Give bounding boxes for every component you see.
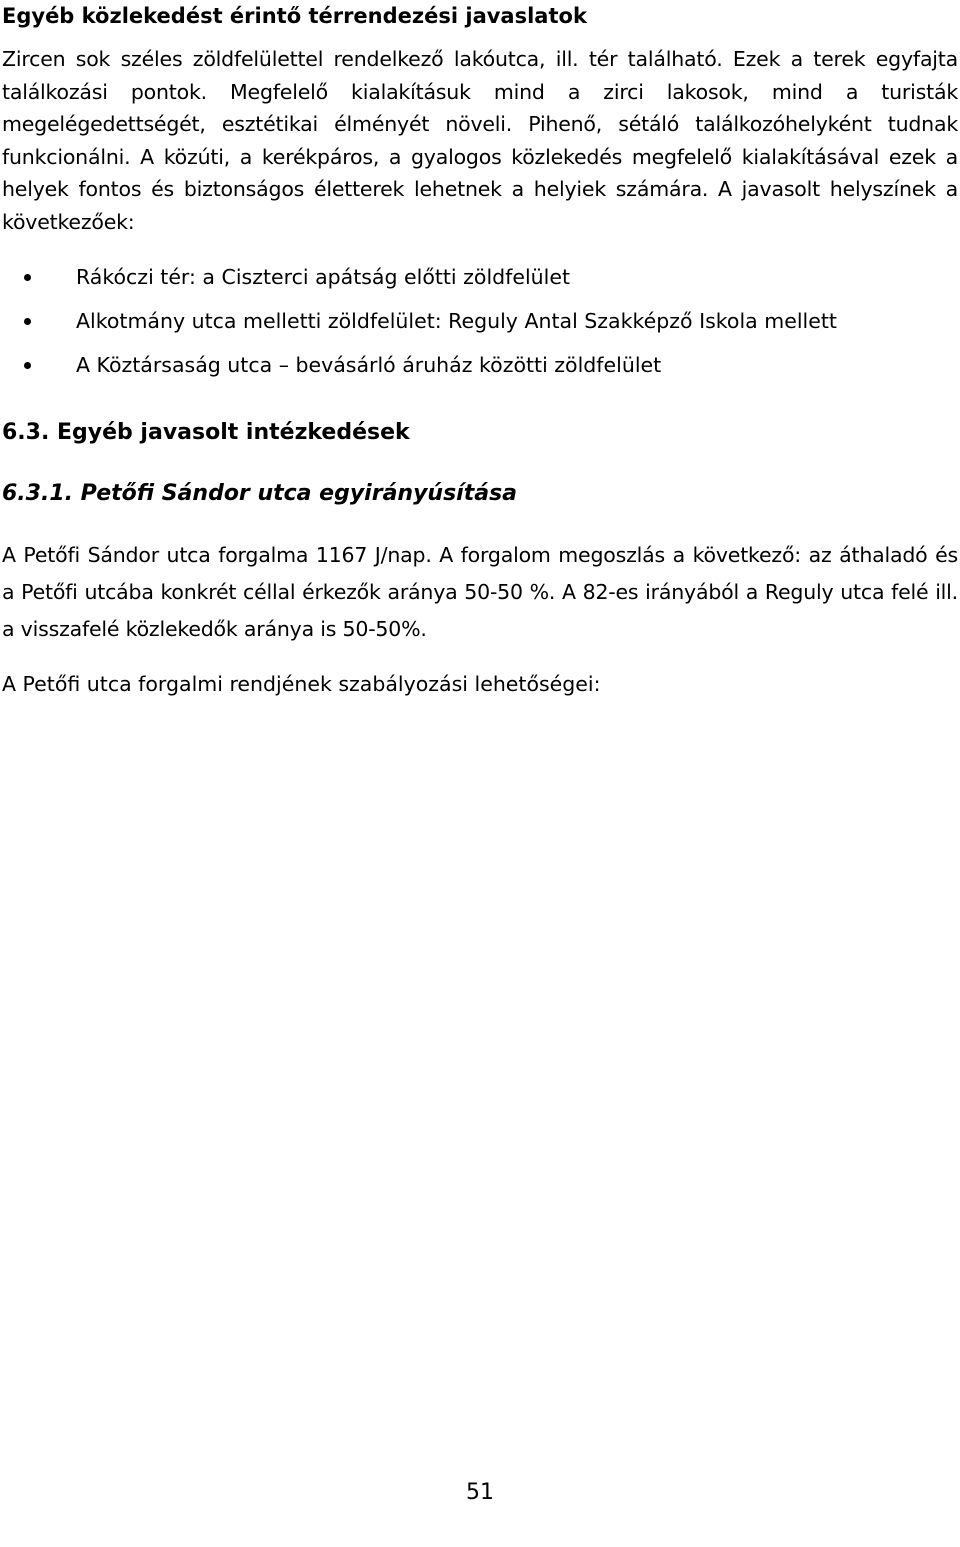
list-item: A Köztársaság utca – bevásárló áruház közötti zöldfelület xyxy=(24,343,954,387)
subsection-heading: 6.3.1. Petőfi Sándor utca egyirányúsítása xyxy=(2,481,518,506)
traffic-paragraph: A Petőfi Sándor utca forgalma 1167 J/nap. A forgalom megoszlás a következő: az áthaladó és a Petőfi utcába konkrét céllal érkezők aránya 50-50 %. A 82-es irányából a Reguly utca felé ill. a visszafelé közlekedők aránya is 50-50%. xyxy=(2,543,958,641)
list-item: Alkotmány utca melletti zöldfelület: Reguly Antal Szakképző Iskola mellett xyxy=(24,299,954,343)
page-number: 51 xyxy=(466,1480,494,1505)
section-heading: 6.3. Egyéb javasolt intézkedések xyxy=(2,420,410,445)
locations-list xyxy=(24,255,954,387)
intro-paragraph: Zircen sok széles zöldfelülettel rendelkező lakóutca, ill. tér található. Ezek a terek egyfajta találkozási pontok. Megfelelő kialakításuk mind a zirci lakosok, mind a turisták megelégedettségét, esztétikai élményét növeli. Pihenő, sétáló találkozóhelyként tudnak funkcionálni. A közúti, a kerékpáros, a gyalogos közlekedés megfelelő kialakításával ezek a helyek fontos és biztonságos életterek lehetnek a helyiek számára. A javasolt helyszínek a következőek: xyxy=(2,47,958,234)
options-paragraph: A Petőfi utca forgalmi rendjének szabályozási lehetőségei: xyxy=(2,672,601,696)
main-heading: Egyéb közlekedést érintő térrendezési javaslatok xyxy=(2,4,587,28)
list-item: Rákóczi tér: a Ciszterci apátság előtti zöldfelület xyxy=(24,255,954,299)
